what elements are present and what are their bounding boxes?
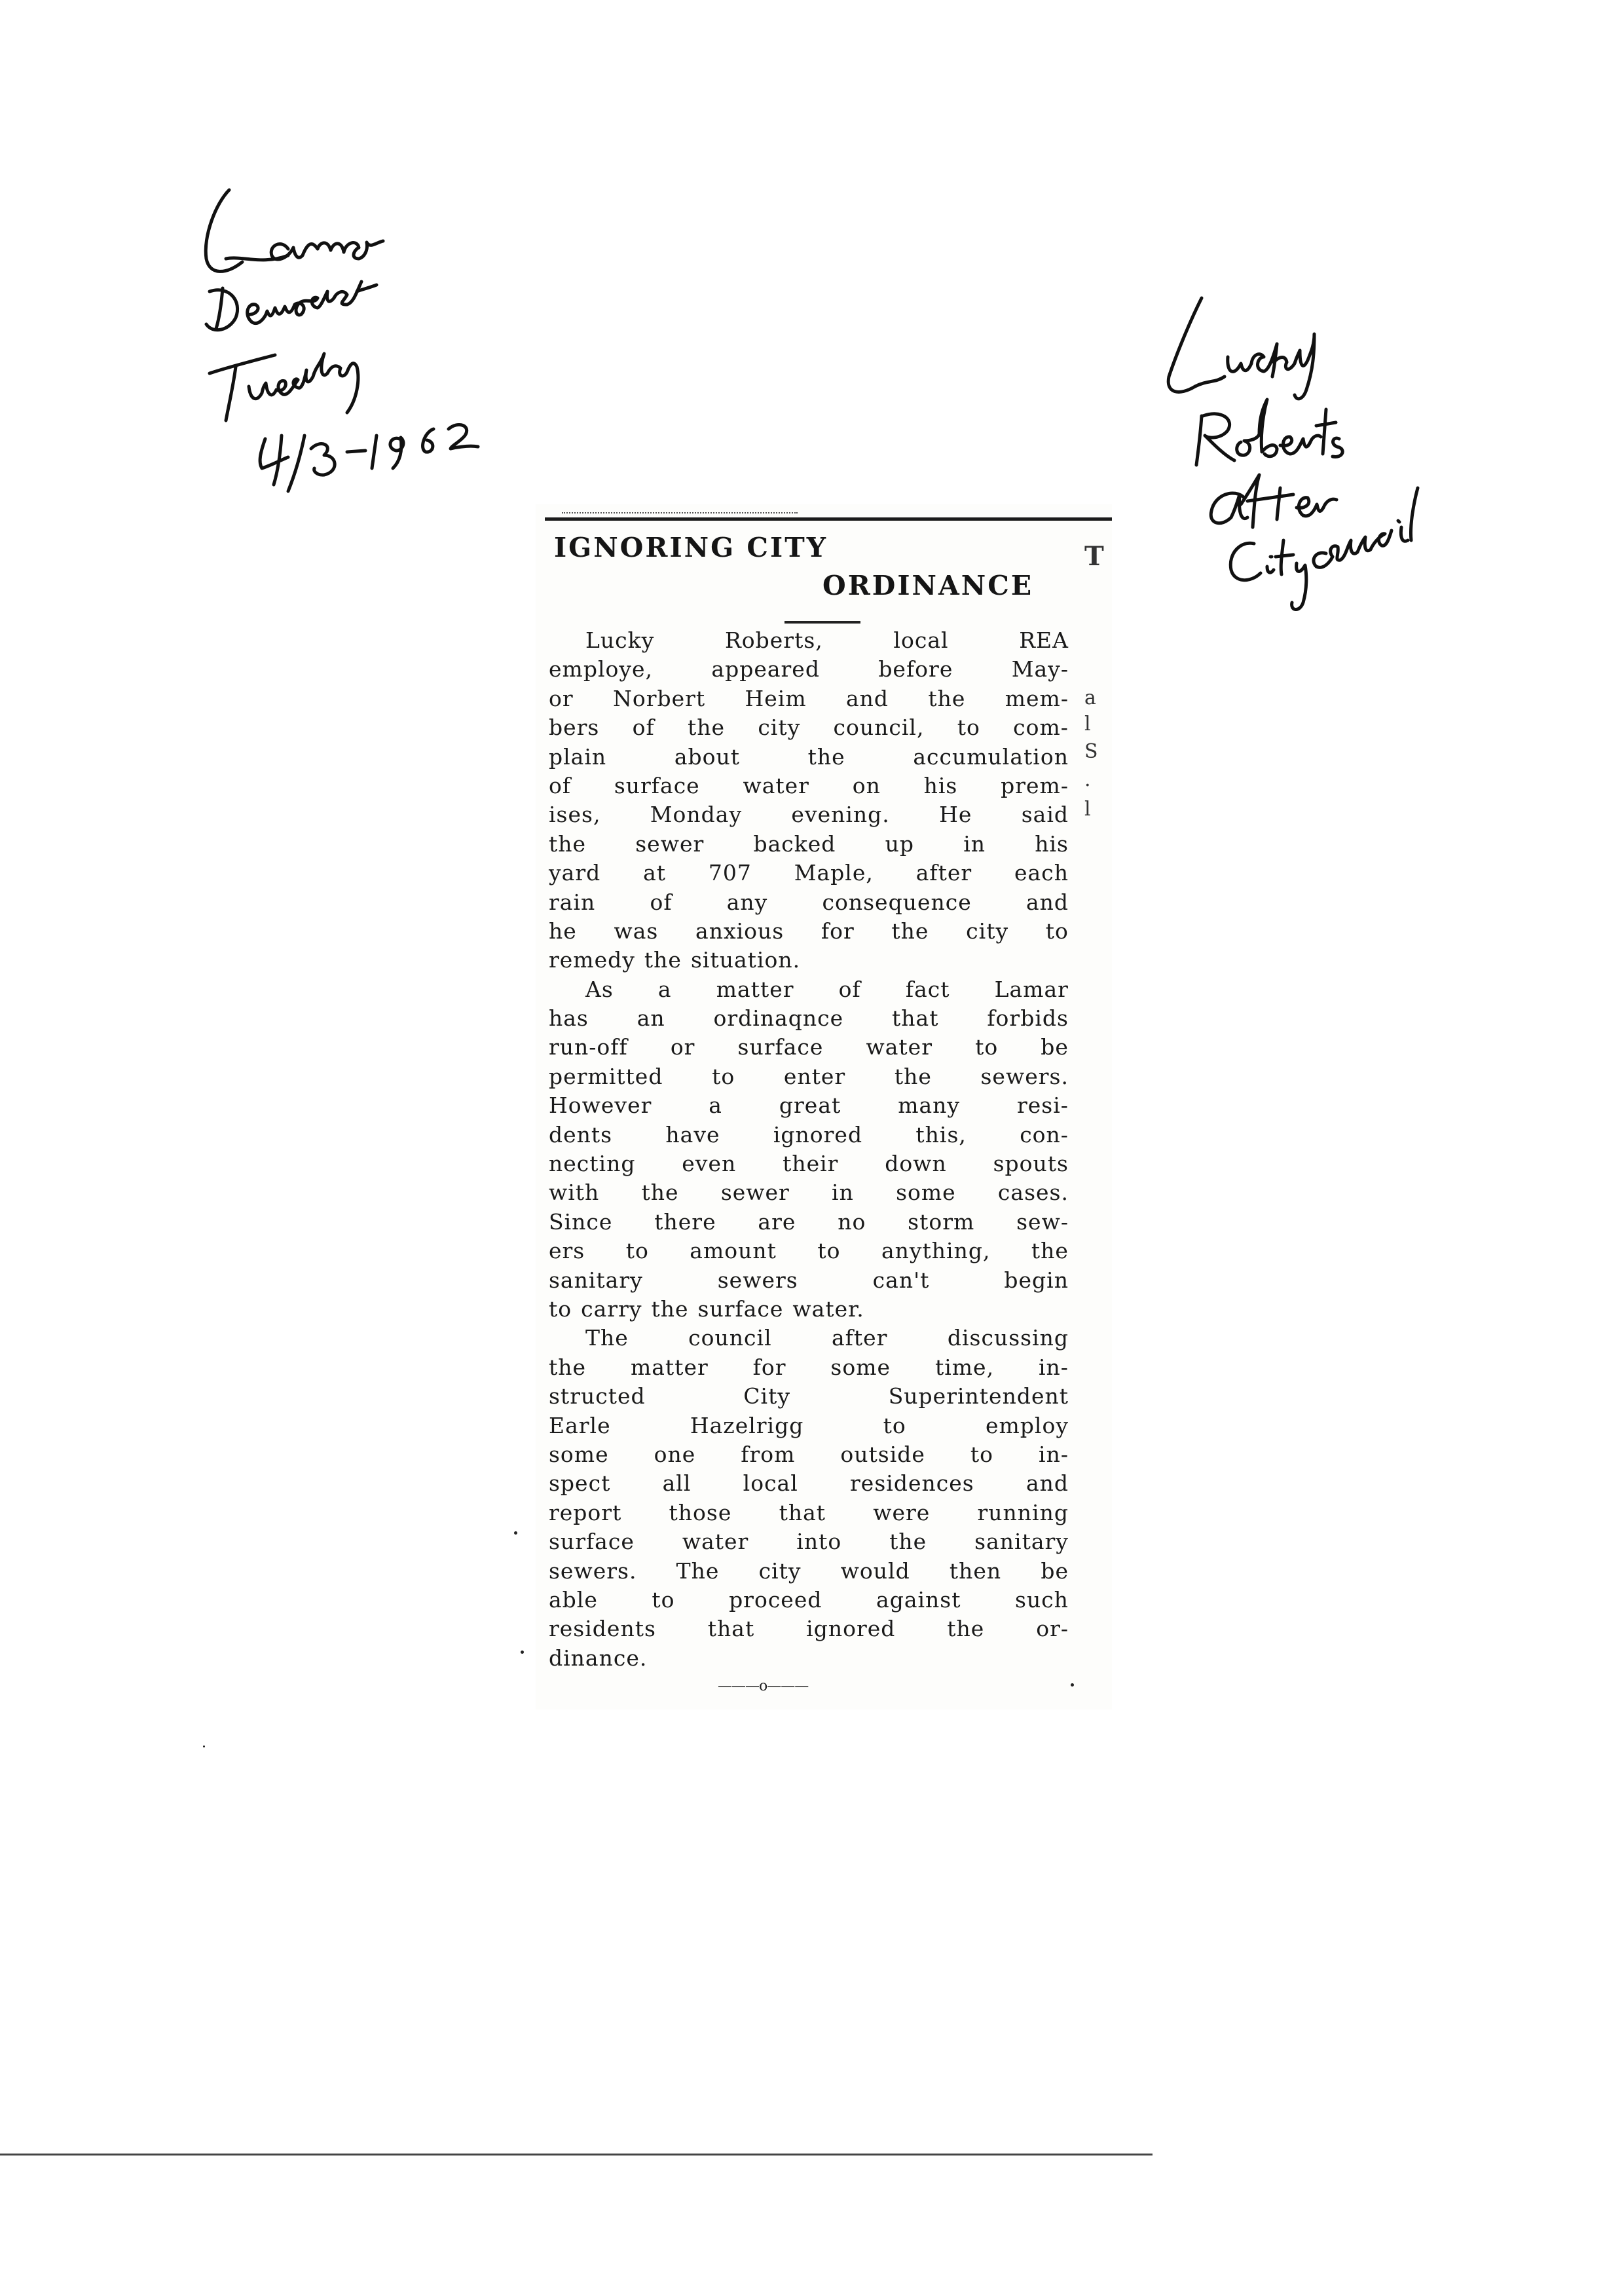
article-word: outside xyxy=(840,1441,925,1467)
article-word: be xyxy=(1041,1034,1069,1060)
article-word: of xyxy=(549,772,572,798)
article-word: enter xyxy=(783,1063,846,1089)
handwritten-note-right xyxy=(1143,278,1601,619)
article-word: and xyxy=(1025,889,1069,915)
article-word: to xyxy=(883,1412,906,1438)
article-word: sanitary xyxy=(974,1529,1069,1555)
article-word: REA xyxy=(1019,627,1069,653)
article-line xyxy=(549,1527,1069,1556)
article-word: the xyxy=(644,947,682,973)
article-word: sewer xyxy=(635,830,705,857)
article-word: surface xyxy=(549,1529,635,1555)
article-line xyxy=(549,917,1069,946)
article-word: and xyxy=(845,685,889,711)
article-word: report xyxy=(549,1499,622,1525)
article-word: that xyxy=(892,1005,939,1032)
article-word: city xyxy=(758,1558,802,1584)
article-word: a xyxy=(709,1092,722,1119)
article-word: said xyxy=(1021,802,1069,828)
article-word: council, xyxy=(833,715,925,741)
headline-line-1: IGNORING CITY xyxy=(554,532,828,563)
article-word: his xyxy=(923,772,958,798)
article-word: about xyxy=(674,743,741,770)
article-line xyxy=(549,1091,1069,1120)
article-line xyxy=(549,1149,1069,1178)
article-line xyxy=(549,743,1069,772)
scan-speck xyxy=(521,1651,524,1654)
article-word: As xyxy=(585,976,614,1002)
article-line xyxy=(549,1469,1069,1498)
article-word: he xyxy=(549,918,577,944)
article-word: running xyxy=(977,1499,1069,1525)
article-word: surface xyxy=(614,772,700,798)
article-word: have xyxy=(665,1121,720,1148)
article-word: spouts xyxy=(993,1151,1069,1177)
article-word: backed xyxy=(753,830,836,857)
article-line xyxy=(549,1586,1069,1614)
article-end-mark: ———o——— xyxy=(718,1678,809,1694)
article-word: city xyxy=(966,918,1009,944)
article-line xyxy=(549,1062,1069,1091)
article-word: cases. xyxy=(997,1180,1069,1206)
article-word: However xyxy=(549,1092,652,1119)
article-word: or- xyxy=(1036,1616,1069,1642)
article-word: some xyxy=(896,1180,956,1206)
article-word: begin xyxy=(1004,1267,1069,1293)
article-line xyxy=(549,859,1069,887)
article-word: accumulation xyxy=(913,743,1069,770)
article-word: to xyxy=(957,715,980,741)
article-word: those xyxy=(669,1499,732,1525)
article-word: an xyxy=(637,1005,665,1032)
article-word: to xyxy=(625,1238,649,1264)
article-word: sew- xyxy=(1016,1208,1069,1235)
scan-speck xyxy=(203,1745,205,1747)
article-word: at xyxy=(643,860,666,886)
article-word: down xyxy=(885,1151,947,1177)
article-word: The xyxy=(585,1325,629,1351)
article-word: city xyxy=(758,715,801,741)
adjacent-column-fragment: . xyxy=(1084,768,1091,791)
article-word: sewers. xyxy=(980,1063,1069,1089)
article-word: The xyxy=(676,1558,720,1584)
article-word: one xyxy=(654,1441,696,1467)
article-word: con- xyxy=(1020,1121,1069,1148)
article-word: the xyxy=(928,685,966,711)
top-rule xyxy=(545,517,1112,521)
article-word: remedy xyxy=(549,947,635,973)
article-word: Since xyxy=(549,1208,613,1235)
article-word: residents xyxy=(549,1616,656,1642)
article-word: can't xyxy=(872,1267,930,1293)
article-word: water. xyxy=(792,1296,864,1322)
handwriting-lamar-democrat-tuesday-date xyxy=(190,177,530,504)
article-line xyxy=(549,830,1069,859)
article-word: some xyxy=(549,1441,609,1467)
article-word: the xyxy=(641,1180,679,1206)
article-word: ignored xyxy=(806,1616,896,1642)
adjacent-column-fragment: l xyxy=(1084,713,1091,736)
article-word: time, xyxy=(934,1354,995,1380)
article-word: some xyxy=(830,1354,891,1380)
article-word: for xyxy=(821,918,855,944)
article-word: in- xyxy=(1039,1441,1069,1467)
article-word: to xyxy=(817,1238,841,1264)
article-word: to xyxy=(970,1441,994,1467)
article-word: to xyxy=(1045,918,1069,944)
article-word: to xyxy=(549,1296,572,1322)
article-word: storm xyxy=(908,1208,975,1235)
article-word: local xyxy=(893,627,949,653)
article-word: permitted xyxy=(549,1063,663,1089)
article-line xyxy=(549,946,1069,975)
article-word: local xyxy=(743,1470,798,1497)
article-word: bers xyxy=(549,715,600,741)
article-line xyxy=(549,800,1069,829)
article-word: of xyxy=(838,976,861,1002)
headline-divider xyxy=(784,621,860,624)
article-line xyxy=(549,1614,1069,1643)
article-word: matter xyxy=(630,1354,709,1380)
handwritten-note-left xyxy=(190,177,530,504)
article-line xyxy=(549,1382,1069,1411)
article-word: necting xyxy=(549,1151,636,1177)
article-word: 707 xyxy=(708,860,752,886)
article-word: in- xyxy=(1039,1354,1069,1380)
article-word: are xyxy=(758,1208,796,1235)
article-word: against xyxy=(876,1586,961,1613)
article-word: the xyxy=(889,1529,927,1555)
article-body xyxy=(549,626,1069,1673)
article-word: for xyxy=(752,1354,786,1380)
handwriting-lucky-roberts-after-city-council xyxy=(1143,278,1601,619)
article-line xyxy=(549,1208,1069,1237)
article-word: of xyxy=(632,715,655,741)
article-word: Monday xyxy=(650,802,743,828)
article-word: there xyxy=(654,1208,716,1235)
article-word: each xyxy=(1014,860,1069,886)
article-word: even xyxy=(682,1151,737,1177)
article-line xyxy=(549,1004,1069,1033)
article-word: many xyxy=(898,1092,961,1119)
article-word: be xyxy=(1041,1558,1069,1584)
article-word: ises, xyxy=(549,802,601,828)
adjacent-column-fragment: a xyxy=(1084,686,1096,709)
article-word: Lamar xyxy=(994,976,1069,1002)
article-word: ordinaqnce xyxy=(713,1005,844,1032)
article-word: into xyxy=(796,1529,842,1555)
article-word: up xyxy=(885,830,914,857)
article-word: Heim xyxy=(745,685,807,711)
article-word: that xyxy=(707,1616,755,1642)
article-word: water xyxy=(866,1034,932,1060)
article-line xyxy=(549,888,1069,917)
article-word: has xyxy=(549,1005,589,1032)
article-word: a xyxy=(657,976,672,1002)
article-word: anxious xyxy=(695,918,784,944)
article-line xyxy=(549,1266,1069,1295)
article-word: of xyxy=(650,889,673,915)
article-line xyxy=(549,1557,1069,1586)
headline-line-2: ORDINANCE xyxy=(822,570,1034,601)
newspaper-clipping xyxy=(536,504,1112,1709)
article-word: to xyxy=(712,1063,735,1089)
article-word: surface xyxy=(697,1296,784,1322)
article-word: discussing xyxy=(947,1325,1069,1351)
article-word: water xyxy=(743,772,809,798)
article-word: and xyxy=(1025,1470,1069,1497)
top-dotted-rule xyxy=(562,512,798,513)
article-word: Hazelrigg xyxy=(690,1412,804,1438)
article-word: after xyxy=(832,1325,888,1351)
article-word: great xyxy=(779,1092,841,1119)
article-word: the xyxy=(891,918,929,944)
article-word: employ xyxy=(985,1412,1069,1438)
article-word: forbids xyxy=(987,1005,1069,1032)
article-line xyxy=(549,1178,1069,1207)
article-word: carry xyxy=(581,1296,642,1322)
article-line xyxy=(549,1440,1069,1469)
article-word: no xyxy=(838,1208,866,1235)
article-word: Roberts, xyxy=(724,627,823,653)
article-word: Earle xyxy=(549,1412,611,1438)
article-word: in xyxy=(832,1180,854,1206)
article-word: prem- xyxy=(1001,772,1069,798)
article-word: rain xyxy=(549,889,596,915)
article-word: water xyxy=(682,1529,749,1555)
article-word: such xyxy=(1015,1586,1069,1613)
article-word: resi- xyxy=(1017,1092,1069,1119)
article-line xyxy=(549,975,1069,1004)
article-word: structed xyxy=(549,1383,646,1409)
article-word: before xyxy=(878,656,953,682)
adjacent-column-fragment: S xyxy=(1084,740,1098,763)
article-word: sanitary xyxy=(549,1267,643,1293)
article-word: com- xyxy=(1013,715,1069,741)
article-word: that xyxy=(779,1499,826,1525)
article-word: sewers xyxy=(717,1267,798,1293)
article-line xyxy=(549,713,1069,742)
article-word: the xyxy=(947,1616,985,1642)
article-word: after xyxy=(915,860,972,886)
article-word: council xyxy=(688,1325,772,1351)
article-line xyxy=(549,1295,1069,1324)
article-word: in xyxy=(963,830,986,857)
article-word: able xyxy=(549,1586,598,1613)
article-word: the xyxy=(651,1296,689,1322)
article-word: then xyxy=(949,1558,1002,1584)
article-word: consequence xyxy=(822,889,972,915)
article-word: all xyxy=(662,1470,692,1497)
article-word: proceed xyxy=(729,1586,822,1613)
article-line xyxy=(549,1353,1069,1382)
article-word: or xyxy=(670,1034,695,1060)
article-word: fact xyxy=(905,976,950,1002)
adjacent-column-fragment: l xyxy=(1084,798,1091,821)
article-word: residences xyxy=(850,1470,974,1497)
article-word: Lucky xyxy=(585,627,655,653)
article-line xyxy=(549,626,1069,655)
article-word: Maple, xyxy=(794,860,874,886)
article-word: the xyxy=(549,1354,587,1380)
article-word: situation. xyxy=(690,947,801,973)
article-word: employe, xyxy=(549,656,654,682)
article-word: run-off xyxy=(549,1034,628,1060)
article-word: Norbert xyxy=(612,685,706,711)
article-word: any xyxy=(726,889,768,915)
article-word: City xyxy=(743,1383,791,1409)
article-word: was xyxy=(614,918,659,944)
article-line xyxy=(549,684,1069,713)
scan-bottom-edge xyxy=(0,2154,1153,2155)
article-line xyxy=(549,1237,1069,1265)
article-line xyxy=(549,1324,1069,1353)
article-word: evening. xyxy=(791,802,890,828)
article-word: dents xyxy=(549,1121,613,1148)
article-word: on xyxy=(852,772,881,798)
article-word: their xyxy=(783,1151,839,1177)
article-word: with xyxy=(549,1180,600,1206)
article-line xyxy=(549,1033,1069,1062)
scan-speck xyxy=(1071,1683,1074,1687)
article-word: yard xyxy=(549,860,601,886)
article-word: sewers. xyxy=(549,1558,637,1584)
article-word: spect xyxy=(549,1470,611,1497)
article-word: ers xyxy=(549,1238,585,1264)
article-word: his xyxy=(1035,830,1069,857)
article-word: this, xyxy=(915,1121,967,1148)
article-word: He xyxy=(939,802,972,828)
article-word: would xyxy=(840,1558,910,1584)
article-line xyxy=(549,655,1069,684)
article-word: or xyxy=(549,685,574,711)
article-word: to xyxy=(652,1586,675,1613)
article-word: the xyxy=(807,743,845,770)
article-line xyxy=(549,772,1069,800)
article-word: plain xyxy=(549,743,607,770)
adjacent-column-fragment: T xyxy=(1084,541,1104,572)
article-line xyxy=(549,1411,1069,1440)
article-word: appeared xyxy=(711,656,820,682)
scan-speck xyxy=(514,1531,517,1535)
article-word: May- xyxy=(1011,656,1069,682)
article-line xyxy=(549,1499,1069,1527)
article-word: sewer xyxy=(720,1180,790,1206)
article-line xyxy=(549,1121,1069,1149)
article-word: the xyxy=(894,1063,932,1089)
article-line xyxy=(549,1644,1069,1673)
article-word: the xyxy=(549,830,587,857)
article-word: dinance. xyxy=(549,1645,648,1671)
article-word: mem- xyxy=(1005,685,1069,711)
article-word: Superintendent xyxy=(888,1383,1069,1409)
adjacent-column-fragments xyxy=(1084,523,1111,1702)
article-word: matter xyxy=(716,976,794,1002)
article-word: to xyxy=(975,1034,999,1060)
article-word: the xyxy=(1031,1238,1069,1264)
article-word: were xyxy=(873,1499,931,1525)
article-word: from xyxy=(741,1441,796,1467)
article-word: amount xyxy=(690,1238,777,1264)
article-word: anything, xyxy=(881,1238,991,1264)
article-word: the xyxy=(688,715,726,741)
article-word: ignored xyxy=(773,1121,863,1148)
article-word: surface xyxy=(737,1034,824,1060)
